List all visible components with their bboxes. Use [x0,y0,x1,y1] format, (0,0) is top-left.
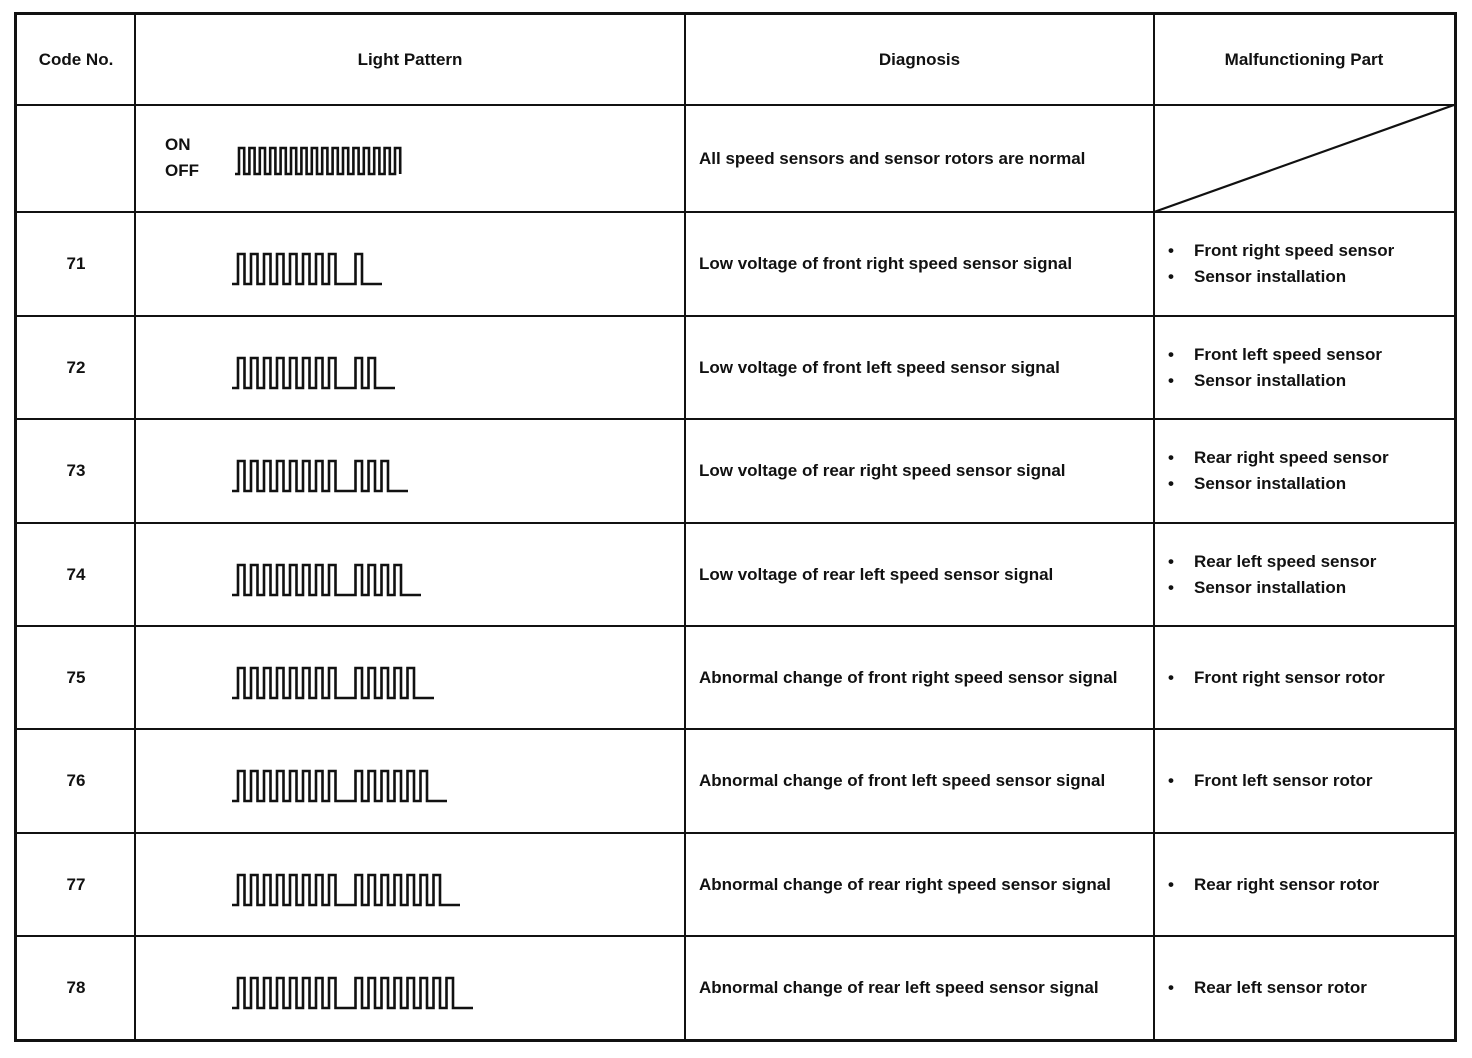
row-divider [17,211,1454,213]
code-number: 71 [66,254,86,273]
light-pattern-73 [232,461,412,495]
part-item [1168,549,1376,575]
malfunctioning-parts [1154,419,1454,523]
bullet-icon: • [1168,667,1174,687]
column-divider [1153,15,1155,1039]
diagnosis-text: Abnormal change of front left speed sensor signal [699,771,1106,790]
light-pattern-75 [232,668,438,702]
part-label: Rear left sensor rotor [1194,977,1367,997]
part-label: Sensor installation [1194,577,1347,597]
light-pattern-77 [232,875,464,909]
part-item [1168,872,1379,898]
code-number: 75 [66,667,86,687]
part-item [1168,975,1367,1001]
waveform [232,254,382,284]
diagnosis-text: Abnormal change of front right speed sensor signal [699,667,1118,687]
waveform [232,668,434,698]
part-label: Front left sensor rotor [1194,771,1373,790]
normal-row-diagnosis: All speed sensors and sensor rotors are normal [699,148,1086,168]
row-divider [17,625,1454,627]
code-number: 78 [66,977,86,997]
part-label: Sensor installation [1194,474,1347,493]
part-label: Sensor installation [1194,267,1347,286]
row-divider [17,418,1454,420]
diagnosis-text: Low voltage of front right speed sensor signal [699,254,1073,273]
column-divider [134,15,136,1039]
bullet-icon: • [1168,577,1174,597]
diagnosis-text: Abnormal change of rear right speed sensor signal [699,874,1111,894]
header-light-pattern: Light Pattern [357,50,463,69]
normal-light-pattern [235,148,404,178]
diagnosis-text: Low voltage of rear right speed sensor signal [699,461,1066,480]
row-divider [17,832,1454,834]
bullet-icon: • [1168,241,1174,260]
not-applicable-diagonal [1154,105,1454,212]
diagnosis-text: Abnormal change of rear left speed sensor signal [699,977,1099,997]
bullet-icon: • [1168,977,1174,997]
diagnosis-text: Low voltage of front left speed sensor signal [699,357,1060,377]
row-divider [17,315,1454,317]
bullet-icon: • [1168,551,1174,571]
waveform [232,875,460,905]
waveform [232,358,395,388]
bullet-icon: • [1168,474,1174,493]
part-item [1168,445,1389,471]
part-item [1168,575,1346,601]
waveform [232,461,408,491]
bullet-icon: • [1168,370,1174,390]
light-pattern-74 [232,565,425,599]
bullet-icon: • [1168,448,1174,467]
code-number: 77 [66,874,86,894]
malfunctioning-parts [1154,626,1454,729]
light-pattern-76 [232,771,451,805]
bullet-icon: • [1168,267,1174,286]
part-item [1168,342,1382,368]
code-number: 74 [66,564,86,584]
malfunctioning-parts [1154,316,1454,419]
malfunctioning-parts [1154,936,1454,1039]
diagnosis-text: Low voltage of rear left speed sensor signal [699,564,1054,584]
row-divider [17,728,1454,730]
code-number: 73 [66,461,86,480]
light-pattern-78 [232,978,477,1012]
code-number: 76 [66,771,86,790]
part-item [1168,368,1346,394]
part-label: Rear right speed sensor [1194,448,1389,467]
waveform [232,565,421,595]
malfunctioning-parts [1154,212,1454,316]
light-pattern-71 [232,254,386,288]
malfunctioning-parts [1154,523,1454,626]
diagnostic-code-table [14,12,1457,1042]
part-item [1168,471,1346,497]
waveform [232,771,447,801]
part-label: Front left speed sensor [1194,344,1382,364]
part-item [1168,768,1373,794]
on-label: ON [165,135,191,154]
row-divider [17,522,1454,524]
header-malfunctioning-part: Malfunctioning Part [1224,50,1384,69]
waveform [232,978,473,1008]
malfunctioning-parts [1154,833,1454,936]
off-label: OFF [165,161,199,180]
column-divider [684,15,686,1039]
bullet-icon: • [1168,874,1174,894]
waveform [235,148,400,174]
row-divider [17,935,1454,937]
light-pattern-72 [232,358,399,392]
part-label: Front right sensor rotor [1194,667,1385,687]
malfunctioning-parts [1154,729,1454,833]
bullet-icon: • [1168,771,1174,790]
part-label: Rear right sensor rotor [1194,874,1380,894]
header-diagnosis: Diagnosis [878,50,961,69]
code-number: 72 [66,357,86,377]
part-item [1168,264,1346,290]
row-divider [17,104,1454,106]
bullet-icon: • [1168,344,1174,364]
normal-row-code [17,105,135,212]
part-label: Rear left speed sensor [1194,551,1377,571]
part-item [1168,238,1394,264]
part-label: Sensor installation [1194,370,1347,390]
part-label: Front right speed sensor [1194,241,1395,260]
part-item [1168,665,1385,691]
header-code-no: Code No. [38,50,114,69]
